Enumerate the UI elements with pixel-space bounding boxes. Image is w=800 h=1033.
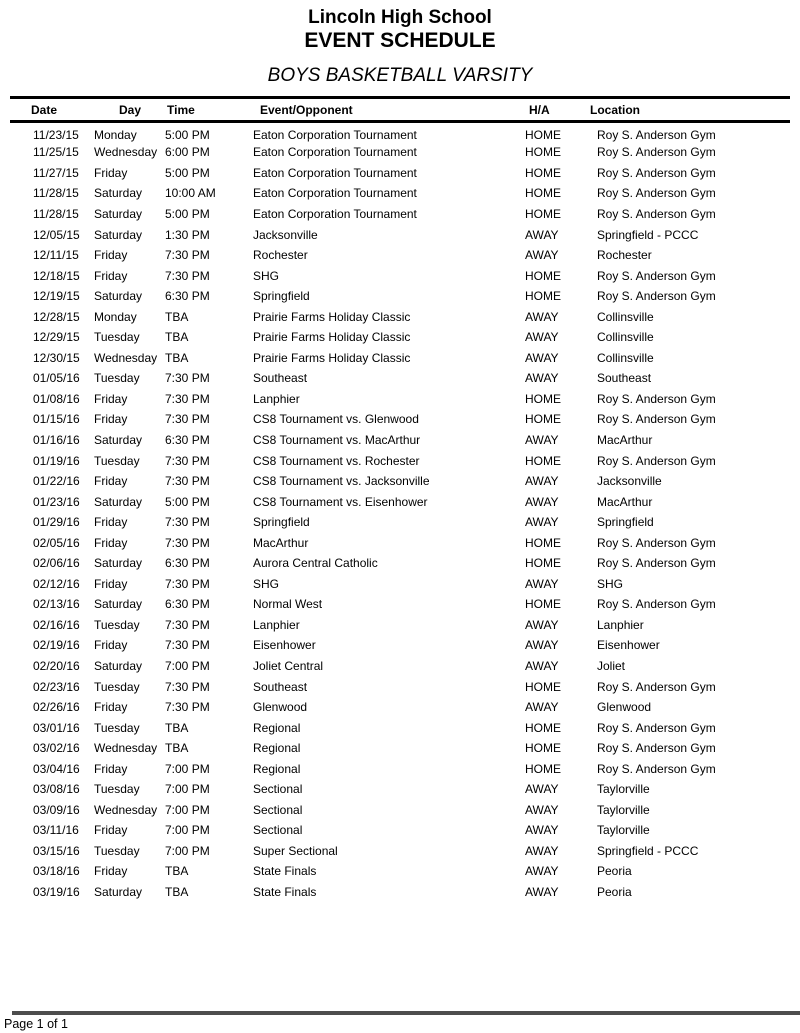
- cell-home-away: HOME: [525, 289, 561, 304]
- cell-event-opponent: Springfield: [253, 289, 310, 304]
- cell-time: 7:30 PM: [165, 391, 210, 406]
- cell-date: 01/22/16: [33, 474, 80, 489]
- cell-date: 03/02/16: [33, 741, 80, 756]
- cell-location: Peoria: [597, 864, 632, 879]
- cell-location: Collinsville: [597, 309, 654, 324]
- cell-home-away: AWAY: [525, 576, 559, 591]
- cell-date: 03/09/16: [33, 802, 80, 817]
- cell-location: Roy S. Anderson Gym: [597, 412, 716, 427]
- cell-home-away: AWAY: [525, 227, 559, 242]
- cell-location: Joliet: [597, 658, 626, 673]
- cell-location: Roy S. Anderson Gym: [597, 761, 716, 776]
- table-row: [10, 183, 790, 204]
- cell-day: Tuesday: [94, 617, 140, 632]
- cell-date: 01/08/16: [33, 391, 80, 406]
- cell-time: 7:30 PM: [165, 679, 210, 694]
- cell-event-opponent: Sectional: [253, 802, 303, 817]
- cell-event-opponent: Eaton Corporation Tournament: [253, 145, 417, 160]
- cell-day: Tuesday: [94, 720, 140, 735]
- table-row: [10, 430, 790, 451]
- cell-home-away: HOME: [525, 535, 561, 550]
- cell-day: Tuesday: [94, 782, 140, 797]
- cell-location: Jacksonville: [597, 474, 662, 489]
- cell-time: 7:30 PM: [165, 268, 210, 283]
- table-row: [10, 306, 790, 327]
- table-row: [10, 122, 790, 143]
- cell-date: 03/01/16: [33, 720, 80, 735]
- cell-date: 11/28/15: [33, 206, 79, 221]
- cell-date: 01/15/16: [33, 412, 80, 427]
- cell-date: 11/28/15: [33, 186, 79, 201]
- footer-divider: [12, 1011, 800, 1015]
- table-row: [10, 512, 790, 533]
- cell-home-away: AWAY: [525, 802, 559, 817]
- cell-home-away: AWAY: [525, 309, 559, 324]
- cell-day: Saturday: [94, 885, 143, 899]
- column-header-event-opponent: Event/Opponent: [248, 98, 518, 122]
- table-row: [10, 163, 790, 184]
- cell-event-opponent: Prairie Farms Holiday Classic: [253, 350, 411, 365]
- cell-time: 6:30 PM: [165, 597, 210, 612]
- cell-day: Saturday: [94, 494, 143, 509]
- cell-home-away: AWAY: [525, 638, 559, 653]
- table-row: [10, 574, 790, 595]
- table-row: [10, 717, 790, 738]
- cell-time: 6:30 PM: [165, 556, 210, 571]
- cell-date: 02/23/16: [33, 679, 80, 694]
- cell-home-away: AWAY: [525, 371, 559, 386]
- table-row: [10, 245, 790, 266]
- cell-day: Monday: [94, 127, 137, 142]
- cell-date: 02/13/16: [33, 597, 80, 612]
- cell-home-away: HOME: [525, 720, 561, 735]
- table-row: [10, 758, 790, 779]
- cell-date: 02/20/16: [33, 658, 80, 673]
- cell-home-away: AWAY: [525, 515, 559, 530]
- cell-time: 5:00 PM: [165, 494, 210, 509]
- cell-home-away: AWAY: [525, 864, 559, 879]
- cell-location: SHG: [597, 576, 624, 591]
- cell-time: 7:30 PM: [165, 248, 210, 263]
- cell-location: Eisenhower: [597, 638, 660, 653]
- cell-home-away: AWAY: [525, 885, 559, 899]
- school-name: Lincoln High School: [308, 7, 492, 28]
- cell-time: 7:30 PM: [165, 412, 210, 427]
- cell-event-opponent: Normal West: [253, 597, 323, 612]
- table-row: [10, 615, 790, 636]
- cell-location: Taylorville: [597, 823, 650, 838]
- cell-day: Saturday: [94, 186, 143, 201]
- cell-date: 02/05/16: [33, 535, 80, 550]
- table-row: [10, 348, 790, 369]
- cell-event-opponent: Eisenhower: [253, 638, 316, 653]
- cell-time: TBA: [165, 864, 189, 879]
- column-header-day: Day: [90, 98, 165, 122]
- table-row: [10, 286, 790, 307]
- cell-time: 7:00 PM: [165, 782, 210, 797]
- cell-home-away: HOME: [525, 761, 561, 776]
- cell-time: TBA: [165, 309, 189, 324]
- table-row: [10, 635, 790, 656]
- cell-time: 5:00 PM: [165, 206, 210, 221]
- cell-date: 12/30/15: [33, 350, 80, 365]
- table-row: [10, 882, 790, 903]
- table-row: [10, 676, 790, 697]
- cell-day: Saturday: [94, 227, 143, 242]
- cell-day: Saturday: [94, 658, 143, 673]
- cell-day: Friday: [94, 700, 128, 715]
- cell-day: Friday: [94, 535, 128, 550]
- cell-date: 01/19/16: [33, 453, 80, 468]
- cell-event-opponent: SHG: [253, 268, 280, 283]
- cell-home-away: AWAY: [525, 782, 559, 797]
- table-row: [10, 820, 790, 841]
- cell-event-opponent: Super Sectional: [253, 843, 338, 858]
- cell-time: 10:00 AM: [165, 186, 216, 201]
- cell-home-away: HOME: [525, 741, 561, 756]
- cell-location: Taylorville: [597, 802, 650, 817]
- cell-time: 7:30 PM: [165, 371, 210, 386]
- cell-event-opponent: Springfield: [253, 515, 310, 530]
- cell-day: Friday: [94, 248, 128, 263]
- cell-location: Springfield: [597, 515, 654, 530]
- cell-home-away: HOME: [525, 186, 561, 201]
- cell-date: 03/15/16: [33, 843, 80, 858]
- table-row: [10, 738, 790, 759]
- cell-day: Friday: [94, 165, 128, 180]
- cell-day: Friday: [94, 638, 128, 653]
- cell-time: 7:00 PM: [165, 802, 210, 817]
- cell-location: Roy S. Anderson Gym: [597, 741, 716, 756]
- cell-location: MacArthur: [597, 432, 653, 447]
- column-header-location: Location: [590, 98, 790, 122]
- cell-location: Roy S. Anderson Gym: [597, 165, 716, 180]
- cell-time: TBA: [165, 330, 189, 345]
- page-number-label: Page 1 of 1: [4, 1017, 68, 1031]
- cell-time: 7:30 PM: [165, 700, 210, 715]
- schedule-table: [10, 96, 790, 902]
- table-row: [10, 697, 790, 718]
- cell-time: 6:30 PM: [165, 289, 210, 304]
- table-row: [10, 204, 790, 225]
- cell-event-opponent: Lanphier: [253, 391, 300, 406]
- cell-date: 03/08/16: [33, 782, 80, 797]
- cell-home-away: HOME: [525, 412, 561, 427]
- cell-home-away: HOME: [525, 679, 561, 694]
- schedule-table-body: [10, 122, 790, 903]
- cell-event-opponent: Rochester: [253, 248, 308, 263]
- cell-date: 11/27/15: [33, 165, 79, 180]
- cell-event-opponent: Eaton Corporation Tournament: [253, 186, 417, 201]
- cell-event-opponent: CS8 Tournament vs. Eisenhower: [253, 494, 428, 509]
- cell-day: Tuesday: [94, 843, 140, 858]
- cell-date: 12/05/15: [33, 227, 80, 242]
- cell-day: Tuesday: [94, 453, 140, 468]
- cell-home-away: HOME: [525, 145, 561, 160]
- table-row: [10, 471, 790, 492]
- cell-time: TBA: [165, 885, 189, 899]
- cell-event-opponent: Lanphier: [253, 617, 300, 632]
- cell-event-opponent: CS8 Tournament vs. Rochester: [253, 453, 420, 468]
- cell-location: Roy S. Anderson Gym: [597, 556, 716, 571]
- table-row: [10, 368, 790, 389]
- cell-day: Saturday: [94, 289, 143, 304]
- cell-home-away: HOME: [525, 391, 561, 406]
- cell-day: Friday: [94, 412, 128, 427]
- cell-event-opponent: MacArthur: [253, 535, 309, 550]
- cell-time: 7:30 PM: [165, 617, 210, 632]
- cell-location: Roy S. Anderson Gym: [597, 720, 716, 735]
- cell-location: Roy S. Anderson Gym: [597, 186, 716, 201]
- cell-home-away: AWAY: [525, 350, 559, 365]
- cell-time: 7:30 PM: [165, 638, 210, 653]
- cell-home-away: HOME: [525, 597, 561, 612]
- table-row: [10, 224, 790, 245]
- header-row: [10, 98, 790, 122]
- cell-date: 02/16/16: [33, 617, 80, 632]
- cell-time: 7:00 PM: [165, 843, 210, 858]
- cell-time: 7:30 PM: [165, 453, 210, 468]
- cell-date: 03/18/16: [33, 864, 80, 879]
- table-row: [10, 327, 790, 348]
- table-row: [10, 656, 790, 677]
- cell-home-away: HOME: [525, 453, 561, 468]
- table-row: [10, 841, 790, 862]
- cell-location: Roy S. Anderson Gym: [597, 679, 716, 694]
- cell-location: Rochester: [597, 248, 652, 263]
- cell-event-opponent: CS8 Tournament vs. Jacksonville: [253, 474, 430, 489]
- cell-day: Friday: [94, 576, 128, 591]
- cell-date: 01/05/16: [33, 371, 80, 386]
- table-row: [10, 594, 790, 615]
- cell-day: Friday: [94, 515, 128, 530]
- cell-home-away: HOME: [525, 268, 561, 283]
- cell-home-away: AWAY: [525, 658, 559, 673]
- cell-home-away: AWAY: [525, 843, 559, 858]
- cell-day: Saturday: [94, 206, 143, 221]
- cell-day: Saturday: [94, 556, 143, 571]
- cell-day: Saturday: [94, 432, 143, 447]
- cell-home-away: AWAY: [525, 474, 559, 489]
- cell-date: 12/19/15: [33, 289, 80, 304]
- cell-day: Wednesday: [94, 741, 158, 756]
- cell-event-opponent: Sectional: [253, 823, 303, 838]
- cell-date: 03/19/16: [33, 885, 80, 899]
- cell-time: 5:00 PM: [165, 165, 210, 180]
- cell-location: MacArthur: [597, 494, 653, 509]
- cell-home-away: AWAY: [525, 617, 559, 632]
- cell-event-opponent: State Finals: [253, 885, 317, 899]
- cell-date: 01/16/16: [33, 432, 80, 447]
- cell-location: Roy S. Anderson Gym: [597, 535, 716, 550]
- cell-day: Friday: [94, 268, 128, 283]
- cell-home-away: HOME: [525, 206, 561, 221]
- cell-date: 03/11/16: [33, 823, 79, 838]
- cell-location: Roy S. Anderson Gym: [597, 289, 716, 304]
- cell-event-opponent: Southeast: [253, 371, 308, 386]
- cell-location: Peoria: [597, 885, 632, 899]
- cell-day: Friday: [94, 823, 128, 838]
- cell-event-opponent: CS8 Tournament vs. MacArthur: [253, 432, 421, 447]
- cell-location: Roy S. Anderson Gym: [597, 268, 716, 283]
- cell-home-away: HOME: [525, 127, 561, 142]
- cell-home-away: HOME: [525, 165, 561, 180]
- cell-day: Tuesday: [94, 371, 140, 386]
- cell-event-opponent: Jacksonville: [253, 227, 318, 242]
- cell-event-opponent: Regional: [253, 761, 301, 776]
- cell-date: 01/23/16: [33, 494, 80, 509]
- cell-time: 7:30 PM: [165, 535, 210, 550]
- cell-location: Roy S. Anderson Gym: [597, 145, 716, 160]
- cell-day: Wednesday: [94, 350, 158, 365]
- cell-event-opponent: Aurora Central Catholic: [253, 556, 378, 571]
- cell-time: 6:00 PM: [165, 145, 210, 160]
- cell-location: Roy S. Anderson Gym: [597, 127, 716, 142]
- cell-time: TBA: [165, 350, 189, 365]
- table-row: [10, 532, 790, 553]
- cell-day: Friday: [94, 864, 128, 879]
- cell-day: Wednesday: [94, 145, 158, 160]
- cell-time: 7:30 PM: [165, 515, 210, 530]
- table-row: [10, 389, 790, 410]
- cell-location: Lanphier: [597, 617, 644, 632]
- cell-date: 12/18/15: [33, 268, 80, 283]
- cell-date: 03/04/16: [33, 761, 80, 776]
- cell-time: 7:30 PM: [165, 576, 210, 591]
- cell-date: 12/29/15: [33, 330, 80, 345]
- document-header: [0, 0, 800, 88]
- cell-event-opponent: Southeast: [253, 679, 308, 694]
- column-header-date: Date: [10, 98, 90, 122]
- table-row: [10, 491, 790, 512]
- cell-date: 12/28/15: [33, 309, 80, 324]
- cell-event-opponent: SHG: [253, 576, 280, 591]
- cell-date: 12/11/15: [33, 248, 79, 263]
- cell-time: 7:00 PM: [165, 761, 210, 776]
- cell-event-opponent: Sectional: [253, 782, 303, 797]
- cell-home-away: AWAY: [525, 432, 559, 447]
- cell-date: 02/12/16: [33, 576, 80, 591]
- cell-day: Wednesday: [94, 802, 158, 817]
- column-header-home-away: H/A: [518, 98, 590, 122]
- table-row: [10, 409, 790, 430]
- cell-time: 7:00 PM: [165, 658, 210, 673]
- cell-location: Taylorville: [597, 782, 650, 797]
- cell-date: 11/25/15: [33, 145, 79, 160]
- cell-event-opponent: Glenwood: [253, 700, 308, 715]
- cell-day: Friday: [94, 391, 128, 406]
- cell-event-opponent: Eaton Corporation Tournament: [253, 127, 417, 142]
- cell-date: 01/29/16: [33, 515, 80, 530]
- cell-event-opponent: Eaton Corporation Tournament: [253, 165, 417, 180]
- cell-location: Springfield - PCCC: [597, 843, 699, 858]
- cell-home-away: AWAY: [525, 823, 559, 838]
- cell-time: 7:30 PM: [165, 474, 210, 489]
- cell-event-opponent: CS8 Tournament vs. Glenwood: [253, 412, 419, 427]
- cell-date: 02/06/16: [33, 556, 80, 571]
- cell-event-opponent: Eaton Corporation Tournament: [253, 206, 417, 221]
- table-row: [10, 142, 790, 163]
- table-row: [10, 553, 790, 574]
- cell-time: 6:30 PM: [165, 432, 210, 447]
- table-row: [10, 861, 790, 882]
- cell-home-away: HOME: [525, 556, 561, 571]
- cell-time: 1:30 PM: [165, 227, 210, 242]
- cell-event-opponent: Prairie Farms Holiday Classic: [253, 309, 411, 324]
- cell-event-opponent: Joliet Central: [253, 658, 324, 673]
- cell-day: Tuesday: [94, 330, 140, 345]
- cell-location: Roy S. Anderson Gym: [597, 597, 716, 612]
- cell-location: Roy S. Anderson Gym: [597, 206, 716, 221]
- cell-location: Collinsville: [597, 350, 654, 365]
- cell-location: Glenwood: [597, 700, 652, 715]
- cell-event-opponent: State Finals: [253, 864, 317, 879]
- cell-location: Southeast: [597, 371, 652, 386]
- cell-day: Monday: [94, 309, 137, 324]
- table-row: [10, 800, 790, 821]
- team-subtitle: BOYS BASKETBALL VARSITY: [267, 65, 533, 86]
- cell-time: 7:00 PM: [165, 823, 210, 838]
- cell-home-away: AWAY: [525, 700, 559, 715]
- table-row: [10, 450, 790, 471]
- cell-home-away: AWAY: [525, 330, 559, 345]
- table-row: [10, 779, 790, 800]
- cell-home-away: AWAY: [525, 494, 559, 509]
- cell-day: Friday: [94, 761, 128, 776]
- column-header-time: Time: [165, 98, 248, 122]
- cell-location: Collinsville: [597, 330, 654, 345]
- document-title: EVENT SCHEDULE: [304, 29, 496, 52]
- cell-location: Roy S. Anderson Gym: [597, 391, 716, 406]
- cell-day: Friday: [94, 474, 128, 489]
- cell-day: Saturday: [94, 597, 143, 612]
- schedule-table-header: [10, 98, 790, 122]
- cell-day: Tuesday: [94, 679, 140, 694]
- cell-event-opponent: Regional: [253, 741, 301, 756]
- cell-time: 5:00 PM: [165, 127, 210, 142]
- cell-date: 02/19/16: [33, 638, 80, 653]
- table-row: [10, 265, 790, 286]
- cell-time: TBA: [165, 720, 189, 735]
- cell-time: TBA: [165, 741, 189, 756]
- cell-home-away: AWAY: [525, 248, 559, 263]
- cell-event-opponent: Regional: [253, 720, 301, 735]
- cell-event-opponent: Prairie Farms Holiday Classic: [253, 330, 411, 345]
- cell-location: Roy S. Anderson Gym: [597, 453, 716, 468]
- cell-location: Springfield - PCCC: [597, 227, 699, 242]
- cell-date: 11/23/15: [33, 127, 79, 142]
- cell-date: 02/26/16: [33, 700, 80, 715]
